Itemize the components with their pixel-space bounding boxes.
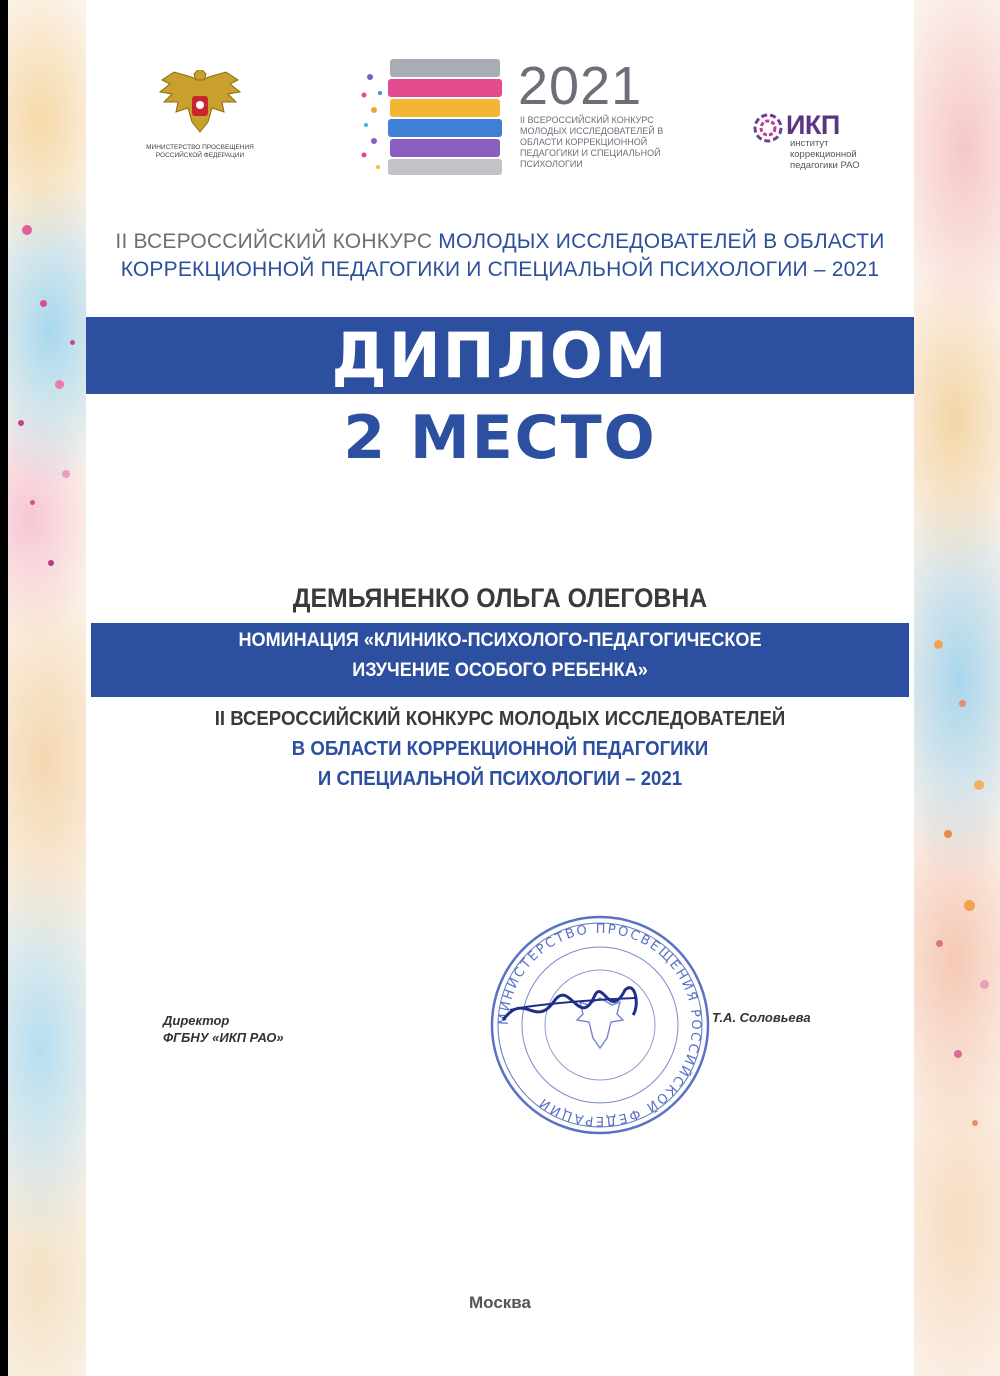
paint-splatter [30, 500, 35, 505]
paint-splatter [70, 340, 75, 345]
contest-title-line1-grey: II ВСЕРОССИЙСКИЙ КОНКУРС [115, 230, 439, 253]
signer-name: Т.А. Соловьева [712, 1010, 811, 1025]
ministry-text-line1: МИНИСТЕРСТВО ПРОСВЕЩЕНИЯ [146, 144, 254, 151]
stamp-seal-icon [485, 910, 715, 1140]
signer-role [163, 1012, 284, 1046]
contest-caption: II ВСЕРОССИЙСКИЙ КОНКУРС МОЛОДЫХ ИССЛЕДОВАТЕЛЕЙ В ОБЛАСТИ КОРРЕКЦИОННОЙ ПЕДАГОГИКИ И СПЕЦИАЛЬНОЙ ПСИХОЛОГИИ [520, 115, 664, 169]
contest-title-line2: КОРРЕКЦИОННОЙ ПЕДАГОГИКИ И СПЕЦИАЛЬНОЙ ПСИХОЛОГИИ – 2021 [120, 258, 880, 281]
paint-splatter [954, 1050, 962, 1058]
ikp-swirl-icon [752, 112, 784, 144]
paint-splatter [18, 420, 24, 426]
paint-splatter [40, 300, 47, 307]
double-headed-eagle-icon [154, 70, 246, 140]
paint-splatter [964, 900, 975, 911]
right-watercolor-border [914, 0, 1000, 1376]
contest-title-line1-blue: МОЛОДЫХ ИССЛЕДОВАТЕЛЕЙ В ОБЛАСТИ [438, 230, 885, 253]
ikp-name: ИКП [786, 110, 840, 140]
city: Москва [469, 1293, 531, 1312]
winner-name: ДЕМЬЯНЕНКО ОЛЬГА ОЛЕГОВНА [292, 583, 708, 613]
contest-year: 2021 [518, 56, 643, 116]
contest-info-line2: В ОБЛАСТИ КОРРЕКЦИОННОЙ ПЕДАГОГИКИ [291, 738, 709, 760]
ikp-subtitle: институт коррекционной педагогики РАО [790, 138, 860, 171]
ministry-logo [140, 70, 260, 160]
left-watercolor-border [0, 0, 86, 1376]
paint-splatter [974, 780, 984, 790]
paint-splatter [972, 1120, 978, 1126]
official-stamp [485, 910, 715, 1140]
left-dark-edge [0, 0, 8, 1376]
paint-splatter [934, 640, 943, 649]
diploma-heading: ДИПЛОМ [331, 319, 669, 392]
paint-splatter [980, 980, 989, 989]
books-stack-icon [360, 55, 510, 180]
paint-splatter [959, 700, 966, 707]
contest-info-line1: II ВСЕРОССИЙСКИЙ КОНКУРС МОЛОДЫХ ИССЛЕДОВАТЕЛЕЙ [214, 708, 786, 730]
signer-role-line2: ФГБНУ «ИКП РАО» [163, 1030, 284, 1045]
nomination [111, 626, 888, 686]
nomination-line2: ИЗУЧЕНИЕ ОСОБОГО РЕБЕНКА» [352, 660, 648, 681]
contest-info [115, 704, 885, 794]
signer-role-line1: Директор [163, 1013, 230, 1028]
nomination-line1: НОМИНАЦИЯ «КЛИНИКО-ПСИХОЛОГО-ПЕДАГОГИЧЕСКОЕ [238, 630, 762, 651]
place-heading: 2 МЕСТО [343, 403, 657, 473]
paint-splatter [22, 225, 32, 235]
stamp-text: МИНИСТЕРСТВО ПРОСВЕЩЕНИЯ РОССИЙСКОЙ ФЕДЕРАЦИИ [496, 921, 704, 1129]
contest-title [86, 228, 914, 284]
paint-splatter [944, 830, 952, 838]
contest-logo [360, 55, 670, 185]
contest-info-line3: И СПЕЦИАЛЬНОЙ ПСИХОЛОГИИ – 2021 [317, 768, 683, 790]
ministry-text-line2: РОССИЙСКОЙ ФЕДЕРАЦИИ [155, 152, 245, 159]
paint-splatter [62, 470, 70, 478]
paint-splatter [936, 940, 943, 947]
paint-splatter [48, 560, 54, 566]
paint-splatter [55, 380, 64, 389]
